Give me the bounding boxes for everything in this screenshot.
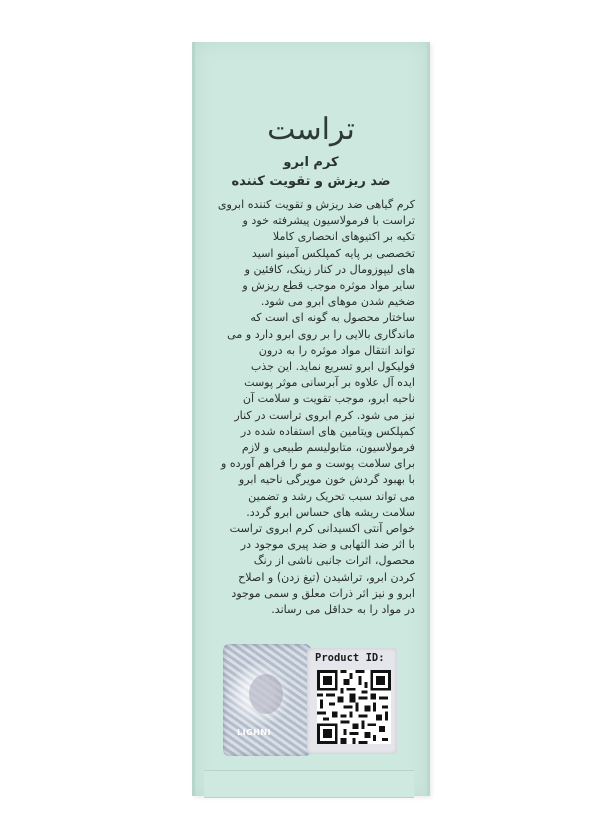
description-line: کرم گیاهی ضد ریزش و تقویت کننده ابروی <box>217 198 415 211</box>
description-line: ضخیم شدن موهای ابرو می شود. <box>260 295 415 309</box>
product-box-side <box>192 42 430 796</box>
description-line: فرمولاسیون، متابولیسم طبیعی و لازم <box>241 441 415 455</box>
description-line: ساختار محصول به گونه ای است که <box>250 311 415 325</box>
description-line: کردن ابرو، تراشیدن (تیغ زدن) و اصلاح <box>238 570 415 584</box>
description-line: فولیکول ابرو تسریع نماید. این جذب <box>250 360 415 374</box>
description-line: ماندگاری بالایی را بر روی ابرو دارد و می <box>227 327 415 341</box>
description-line: ناحیه ابرو، موجب تقویت و سلامت آن <box>242 392 415 406</box>
description-line: تخصصی بر پایه کمپلکس آمینو اسید <box>251 246 415 260</box>
description-line: تواند انتقال مواد موثره را به درون <box>258 343 415 357</box>
product-description <box>209 197 415 618</box>
qr-code-icon[interactable] <box>317 668 391 746</box>
description-line: ابرو و نیز اثر ذرات معلق و سمی موجود <box>231 586 415 600</box>
hologram-emblem-icon <box>249 674 283 714</box>
description-line: می تواند سبب تحریک رشد و تضمین <box>248 489 415 503</box>
brand-name: تراست <box>267 112 355 147</box>
description-line: با اثر ضد التهابی و ضد پیری موجود در <box>240 538 415 552</box>
product-tagline: ضد ریزش و تقویت کننده <box>231 174 391 189</box>
box-bottom-flap <box>204 770 414 798</box>
product-name: کرم ابرو <box>283 155 339 170</box>
description-line: در مواد را به حداقل می رساند. <box>271 603 415 617</box>
description-line: ایده آل علاوه بر آبرسانی موثر پوست <box>244 376 415 390</box>
description-line: خواص آنتی اکسیدانی کرم ابروی تراست <box>229 522 415 536</box>
security-sticker <box>223 644 395 756</box>
hologram-label: LIGHNI <box>237 728 272 737</box>
description-line: های لیپوزومال در کنار زینک، کافئین و <box>244 262 415 276</box>
description-line: کمپلکس ویتامین های استفاده شده در <box>240 424 415 438</box>
description-line: تراست با فرمولاسیون پیشرفته خود و <box>242 214 415 228</box>
description-line: سلامت ریشه های حساس ابرو گردد. <box>246 505 415 519</box>
description-line: نیز می شود. کرم ابروی تراست در کنار <box>234 408 415 422</box>
product-id-label: Product ID: <box>315 652 385 664</box>
product-id-panel <box>307 648 397 754</box>
description-line: سایر مواد موثره موجب قطع ریزش و <box>242 279 415 293</box>
hologram-seal <box>223 644 311 756</box>
description-line: با بهبود گردش خون مویرگی ناحیه ابرو <box>238 473 415 487</box>
description-line: تکیه بر اکتیوهای انحصاری کاملا <box>272 230 415 244</box>
description-line: برای سلامت پوست و مو را فراهم آورده و <box>220 457 415 471</box>
description-line: محصول، اثرات جانبی ناشی از رنگ <box>253 554 415 568</box>
